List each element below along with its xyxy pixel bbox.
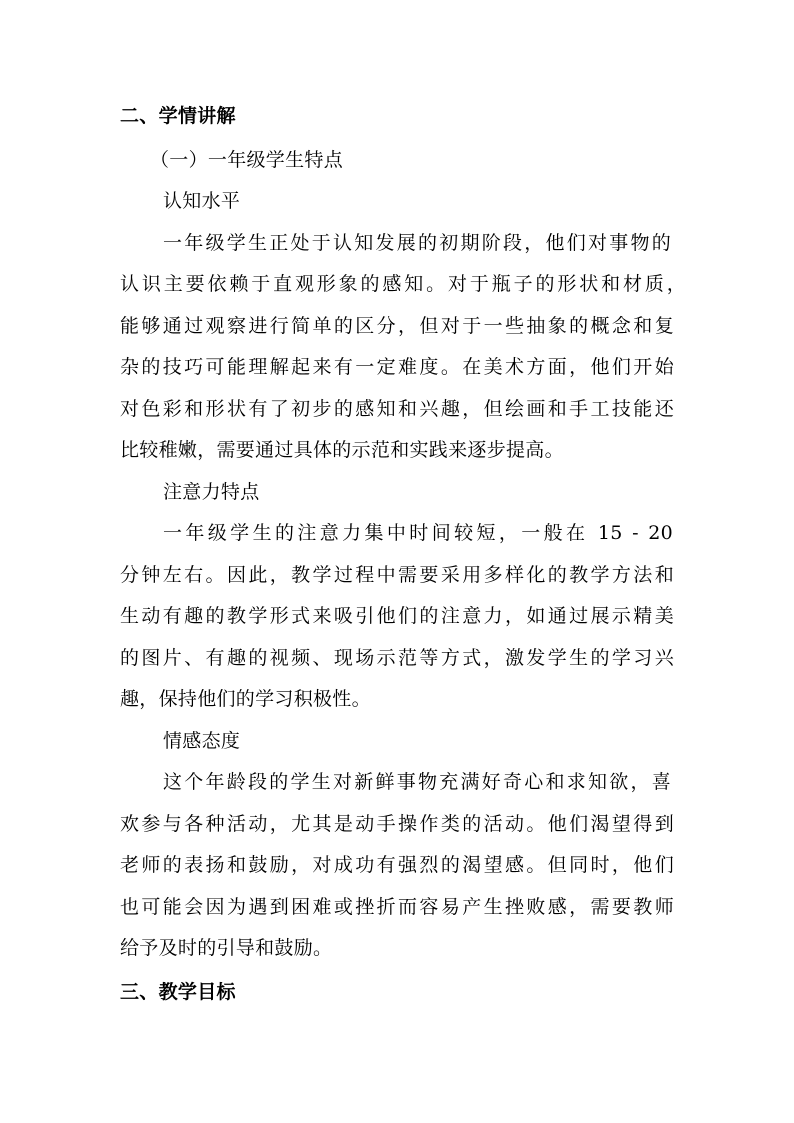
cognition-line-6: 比较稚嫩，需要通过具体的示范和实践来逐步提高。 <box>120 439 564 461</box>
emotion-line-1: 这个年龄段的学生对新鲜事物充满好奇心和求知欲，喜 <box>163 771 671 793</box>
cognition-line-2: 认识主要依赖于直观形象的感知。对于瓶子的形状和材质， <box>120 273 686 295</box>
emotion-line-3: 老师的表扬和鼓励，对成功有强烈的渴望感。但同时，他们 <box>120 854 674 876</box>
emotion-line-4: 也可能会因为遇到困难或挫折而容易产生挫败感，需要教师 <box>120 896 674 918</box>
cognition-line-3: 能够通过观察进行简单的区分，但对于一些抽象的概念和复 <box>120 315 674 337</box>
attention-line-4: 的图片、有趣的视频、现场示范等方式，激发学生的学习兴 <box>120 647 674 669</box>
emotion-line-2: 欢参与各种活动，尤其是动手操作类的活动。他们渴望得到 <box>120 813 674 835</box>
attention-line-3: 生动有趣的教学形式来吸引他们的注意力，如通过展示精美 <box>120 605 674 627</box>
emotion-line-5: 给予及时的引导和鼓励。 <box>120 937 333 959</box>
attention-line-1: 一年级学生的注意力集中时间较短，一般在 15 - 20 <box>163 522 673 544</box>
subsection-heading-grade1-traits: （一）一年级学生特点 <box>150 149 344 171</box>
section-heading-teaching-goals: 三、教学目标 <box>120 981 236 1003</box>
attention-line-5: 趣，保持他们的学习积极性。 <box>120 688 371 710</box>
cognition-line-4: 杂的技巧可能理解起来有一定难度。在美术方面，他们开始 <box>120 356 674 378</box>
cognition-line-5: 对色彩和形状有了初步的感知和兴趣，但绘画和手工技能还 <box>120 398 674 420</box>
topic-title-cognition: 认知水平 <box>163 190 241 212</box>
cognition-line-1: 一年级学生正处于认知发展的初期阶段，他们对事物的 <box>163 232 671 254</box>
topic-title-emotion: 情感态度 <box>163 730 241 752</box>
attention-line-2: 分钟左右。因此，教学过程中需要采用多样化的教学方法和 <box>120 564 674 586</box>
section-heading-learning-analysis: 二、学情讲解 <box>120 105 236 127</box>
topic-title-attention: 注意力特点 <box>163 481 260 503</box>
